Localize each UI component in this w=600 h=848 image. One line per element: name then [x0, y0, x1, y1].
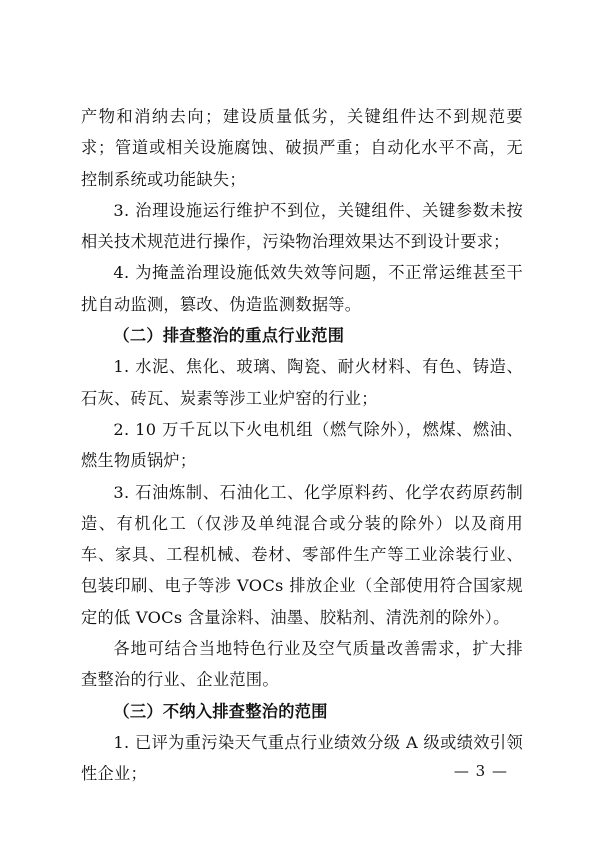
list-item-1-kilns: 1. 水泥、焦化、玻璃、陶瓷、耐火材料、有色、铸造、石灰、砖瓦、炭素等涉工业炉窑的行业；	[81, 357, 523, 408]
list-item-3-maintenance: 3. 治理设施运行维护不到位，关键组件、关键参数未按相关技术规范进行操作，污染物治理效果达不到设计要求；	[81, 200, 523, 252]
paragraph-continuation: 产物和消纳去向；建设质量低劣，关键组件达不到规范要求；管道或相关设施腐蚀、破损严重；自动化水平不高，无控制系统或功能缺失；	[81, 107, 523, 189]
paragraph-local-expansion: 各地可结合当地特色行业及空气质量改善需求，扩大排查整治的行业、企业范围。	[81, 639, 523, 690]
document-body	[81, 101, 523, 790]
list-item-4-monitoring: 4. 为掩盖治理设施低效失效等问题，不正常运维甚至干扰自动监测，篡改、伪造监测数据等。	[81, 263, 523, 314]
page-number: — 3 —	[453, 762, 508, 780]
section-heading-key-industries: （二）排查整治的重点行业范围	[113, 326, 345, 346]
list-item-1-exclusion: 1. 已评为重污染天气重点行业绩效分级 A 级或绩效引领性企业；	[81, 732, 523, 784]
list-item-3-vocs: 3. 石油炼制、石油化工、化学原料药、化学农药原药制造、有机化工（仅涉及单纯混合或分装的除外）以及商用车、家具、工程机械、卷材、零部件生产等工业涂装行业、包装印刷、电子等涉 VOCs 排放企业（全部使用符合国家规定的低 VOCs 含量涂料、油墨、胶粘剂、清洗剂的除外）。	[81, 482, 523, 627]
section-heading-exclusions: （三）不纳入排查整治的范围	[113, 701, 328, 721]
list-item-2-boilers: 2. 10 万千瓦以下火电机组（燃气除外），燃煤、燃油、燃生物质锅炉；	[81, 419, 523, 471]
